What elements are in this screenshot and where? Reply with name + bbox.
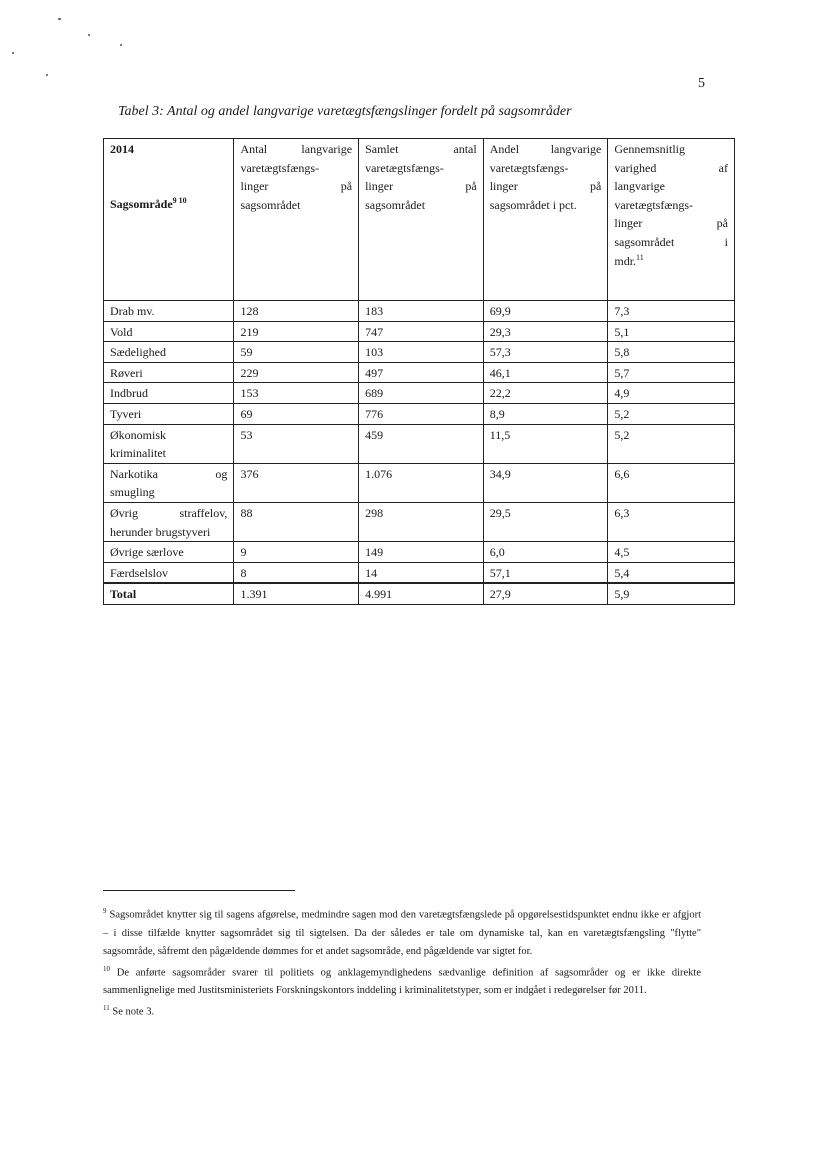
row-months-cell: 4,5 [608,542,735,563]
header-area-cell [104,139,234,301]
row-total-cell: 1.076 [359,463,484,502]
table-row [104,502,735,541]
row-long-cell: 219 [234,321,359,342]
table-row [104,342,735,363]
scan-speck [120,44,122,46]
table-row [104,463,735,502]
table-row [104,301,735,322]
row-pct-cell: 8,9 [483,403,608,424]
row-area-cell: Narkotika og smugling [104,463,234,502]
header-area-footnote-ref: 9 10 [172,195,187,205]
row-months-cell: 4,9 [608,383,735,404]
scan-speck [88,34,90,36]
footnote-separator [103,890,295,891]
footnote-number: 10 [103,964,110,973]
row-long-cell: 69 [234,403,359,424]
row-total-cell: 776 [359,403,484,424]
footnotes [103,905,701,1024]
row-months-cell: 5,2 [608,424,735,463]
row-pct-cell: 11,5 [483,424,608,463]
table-row [104,383,735,404]
total-long-cell: 1.391 [234,583,359,604]
row-total-cell: 689 [359,383,484,404]
page-number: 5 [698,76,705,91]
table-header-row [104,139,735,301]
total-total-cell: 4.991 [359,583,484,604]
row-months-cell: 5,8 [608,342,735,363]
total-pct-cell: 27,9 [483,583,608,604]
data-table [103,138,735,605]
row-pct-cell: 69,9 [483,301,608,322]
row-pct-cell: 34,9 [483,463,608,502]
row-total-cell: 14 [359,562,484,583]
row-months-cell: 6,3 [608,502,735,541]
row-pct-cell: 57,3 [483,342,608,363]
header-col-pct: Andel langvarige varetægtsfængs- linger på sagsområdet i pct. [483,139,608,301]
row-months-cell: 5,2 [608,403,735,424]
row-long-cell: 128 [234,301,359,322]
row-months-cell: 5,4 [608,562,735,583]
row-area-cell: Indbrud [104,383,234,404]
total-area-cell: Total [104,583,234,604]
scan-speck [12,52,14,54]
table-row [104,403,735,424]
row-months-cell: 6,6 [608,463,735,502]
total-months-cell: 5,9 [608,583,735,604]
row-long-cell: 229 [234,362,359,383]
footnote [103,963,701,1001]
table-row [104,542,735,563]
row-long-cell: 9 [234,542,359,563]
row-total-cell: 459 [359,424,484,463]
row-months-cell: 7,3 [608,301,735,322]
row-total-cell: 103 [359,342,484,363]
row-long-cell: 53 [234,424,359,463]
row-total-cell: 183 [359,301,484,322]
row-area-cell: Drab mv. [104,301,234,322]
footnote [103,905,701,961]
row-long-cell: 376 [234,463,359,502]
header-col-months: Gennemsnitlig varighed af langvarige varetægtsfængs- linger på sagsområdet i mdr.$^{11}$ [608,139,735,301]
row-pct-cell: 29,3 [483,321,608,342]
row-pct-cell: 57,1 [483,562,608,583]
row-area-cell: Tyveri [104,403,234,424]
table-row [104,321,735,342]
table-row [104,362,735,383]
footnote-number: 9 [103,907,107,915]
row-pct-cell: 6,0 [483,542,608,563]
table-total-row [104,583,735,604]
row-area-cell: Sædelighed [104,342,234,363]
header-col-long: Antal langvarige varetægtsfængs- linger på sagsområdet [234,139,359,301]
table-row [104,562,735,583]
row-area-cell: Økonomisk kriminalitet [104,424,234,463]
footnote-text: De anførte sagsområder svarer til politiets og anklagemyndighedens sædvanlige definition af sagsområder og er ikke direkte sammenlignelige med Justitsministeriets Forskningskontors inddeling i kriminalitetstyper, som er indgået i redegørelser før 2011. [103,967,702,997]
scan-speck [46,74,48,76]
header-year: 2014 [110,142,134,156]
footnote-text: Sagsområdet knytter sig til sagens afgørelse, medmindre sagen mod den varetægtsfængslede på opgørelsestidspunktet endnu ikke er afgjort – i disse tilfælde knytter sagsområdet sig til sigtelsen. Da der således er tale om dynamiske tal, kan en varetægtsfængsling "flytte" sagsområde, såfremt den pågældende dømmes for et andet sagsområde, end pågældende var sigtet for. [103,909,701,957]
row-pct-cell: 22,2 [483,383,608,404]
table-row [104,424,735,463]
row-area-cell: Øvrige særlove [104,542,234,563]
header-months-footnote-ref: 11 [636,252,644,262]
row-area-cell: Øvrig straffelov, herunder brugstyveri [104,502,234,541]
header-area-label: Sagsområde$^{9 10}$ [110,195,187,211]
row-long-cell: 153 [234,383,359,404]
row-total-cell: 298 [359,502,484,541]
row-total-cell: 497 [359,362,484,383]
row-area-cell: Vold [104,321,234,342]
row-pct-cell: 29,5 [483,502,608,541]
footnote [103,1002,701,1022]
row-long-cell: 59 [234,342,359,363]
row-months-cell: 5,7 [608,362,735,383]
row-total-cell: 747 [359,321,484,342]
footnote-number: 11 [103,1004,110,1013]
row-area-cell: Færdselslov [104,562,234,583]
header-col-total: Samlet antal varetægtsfængs- linger på sagsområdet [359,139,484,301]
row-total-cell: 149 [359,542,484,563]
footnote-text: Se note 3. [112,1006,155,1018]
row-area-cell: Røveri [104,362,234,383]
row-pct-cell: 46,1 [483,362,608,383]
table-caption: Tabel 3: Antal og andel langvarige varetægtsfængslinger fordelt på sagsområder [118,104,572,119]
scan-speck [58,18,61,20]
row-months-cell: 5,1 [608,321,735,342]
row-long-cell: 88 [234,502,359,541]
row-long-cell: 8 [234,562,359,583]
